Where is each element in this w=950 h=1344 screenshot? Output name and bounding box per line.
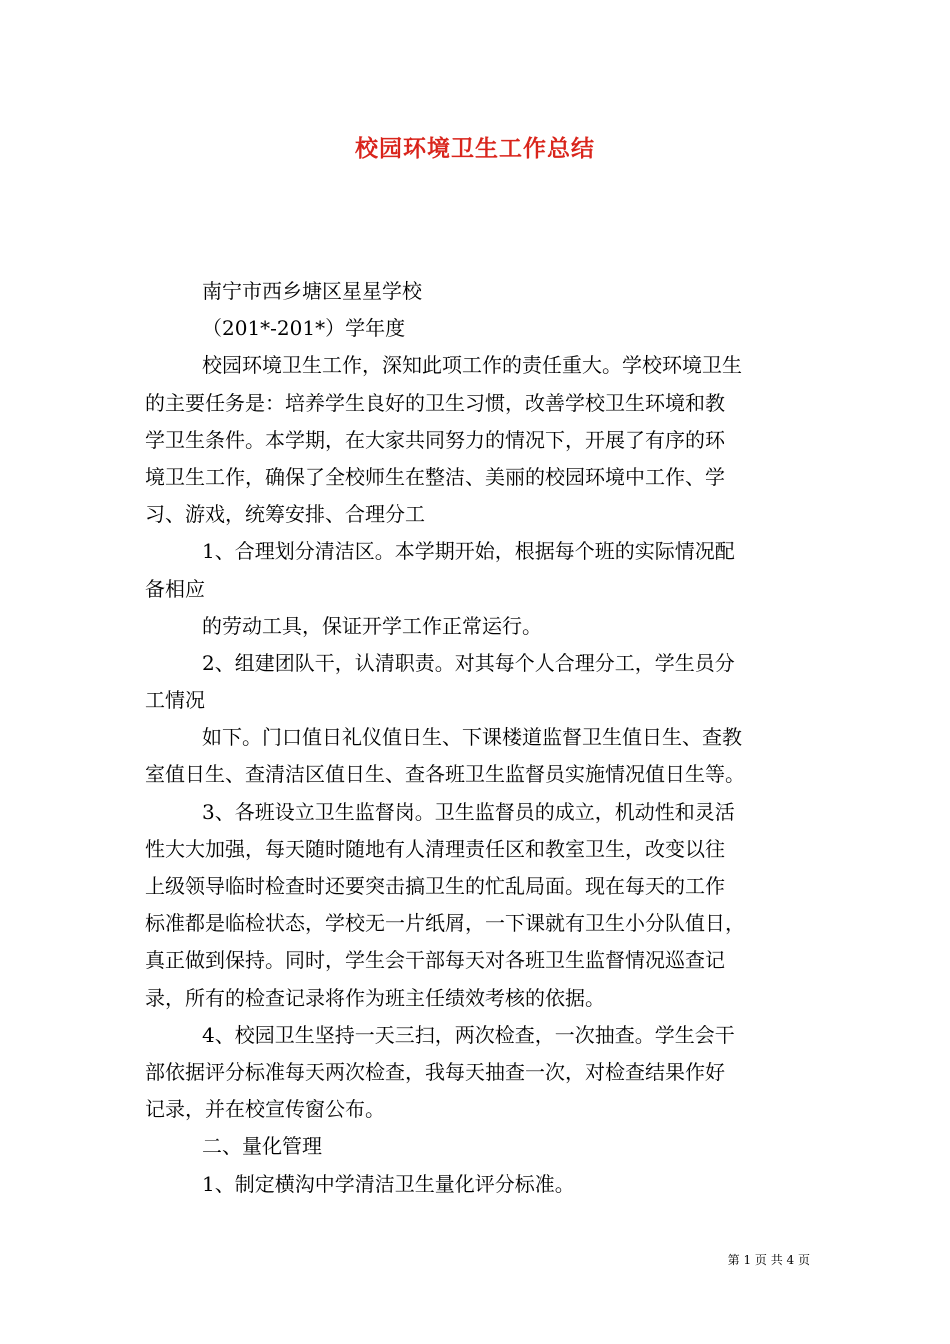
paragraph-line: 工情况: [145, 688, 205, 713]
paragraph-line: 二、量化管理: [202, 1134, 322, 1159]
paragraph-line: 性大大加强，每天随时随地有人清理责任区和教室卫生，改变以往: [145, 836, 725, 861]
paragraph-line: 标准都是临检状态，学校无一片纸屑，一下课就有卫生小分队值日，: [145, 911, 745, 936]
paragraph-line: 校园环境卫生工作，深知此项工作的责任重大。学校环境卫生: [202, 353, 742, 378]
paragraph-line: （201*-201*）学年度: [202, 316, 406, 341]
paragraph-line: 1、制定横沟中学清洁卫生量化评分标准。: [202, 1171, 575, 1196]
paragraph-line: 室值日生、查清洁区值日生、查各班卫生监督员实施情况值日生等。: [145, 762, 745, 787]
paragraph-line: 的劳动工具，保证开学工作正常运行。: [202, 613, 542, 638]
paragraph-line: 2、组建团队干，认清职责。对其每个人合理分工，学生员分: [202, 650, 735, 675]
paragraph-line: 记录，并在校宣传窗公布。: [145, 1097, 385, 1122]
paragraph-line: 习、游戏，统筹安排、合理分工: [145, 502, 425, 527]
paragraph-line: 真正做到保持。同时，学生会干部每天对各班卫生监督情况巡查记: [145, 948, 725, 973]
paragraph-line: 4、校园卫生坚持一天三扫，两次检查，一次抽查。学生会干: [202, 1022, 735, 1047]
paragraph-line: 南宁市西乡塘区星星学校: [202, 279, 422, 303]
paragraph-line: 学卫生条件。本学期，在大家共同努力的情况下，开展了有序的环: [145, 427, 725, 452]
paragraph-line: 如下。门口值日礼仪值日生、下课楼道监督卫生值日生、查教: [202, 725, 742, 750]
paragraph-line: 境卫生工作，确保了全校师生在整洁、美丽的校园环境中工作、学: [145, 464, 725, 489]
document-body: [145, 273, 810, 1203]
paragraph-line: 上级领导临时检查时还要突击搞卫生的忙乱局面。现在每天的工作: [145, 874, 725, 898]
paragraph-line: 部依据评分标准每天两次检查，我每天抽查一次，对检查结果作好: [145, 1059, 725, 1084]
paragraph-line: 3、各班设立卫生监督岗。卫生监督员的成立，机动性和灵活: [202, 799, 735, 824]
paragraph-line: 的主要任务是：培养学生良好的卫生习惯，改善学校卫生环境和教: [145, 390, 725, 415]
paragraph-line: 备相应: [145, 576, 205, 601]
paragraph-line: 1、合理划分清洁区。本学期开始，根据每个班的实际情况配: [202, 539, 735, 564]
document-title: 校园环境卫生工作总结: [355, 136, 595, 162]
paragraph-line: 录，所有的检查记录将作为班主任绩效考核的依据。: [145, 985, 605, 1010]
page-footer: 第 1 页 共 4 页: [727, 1253, 810, 1267]
